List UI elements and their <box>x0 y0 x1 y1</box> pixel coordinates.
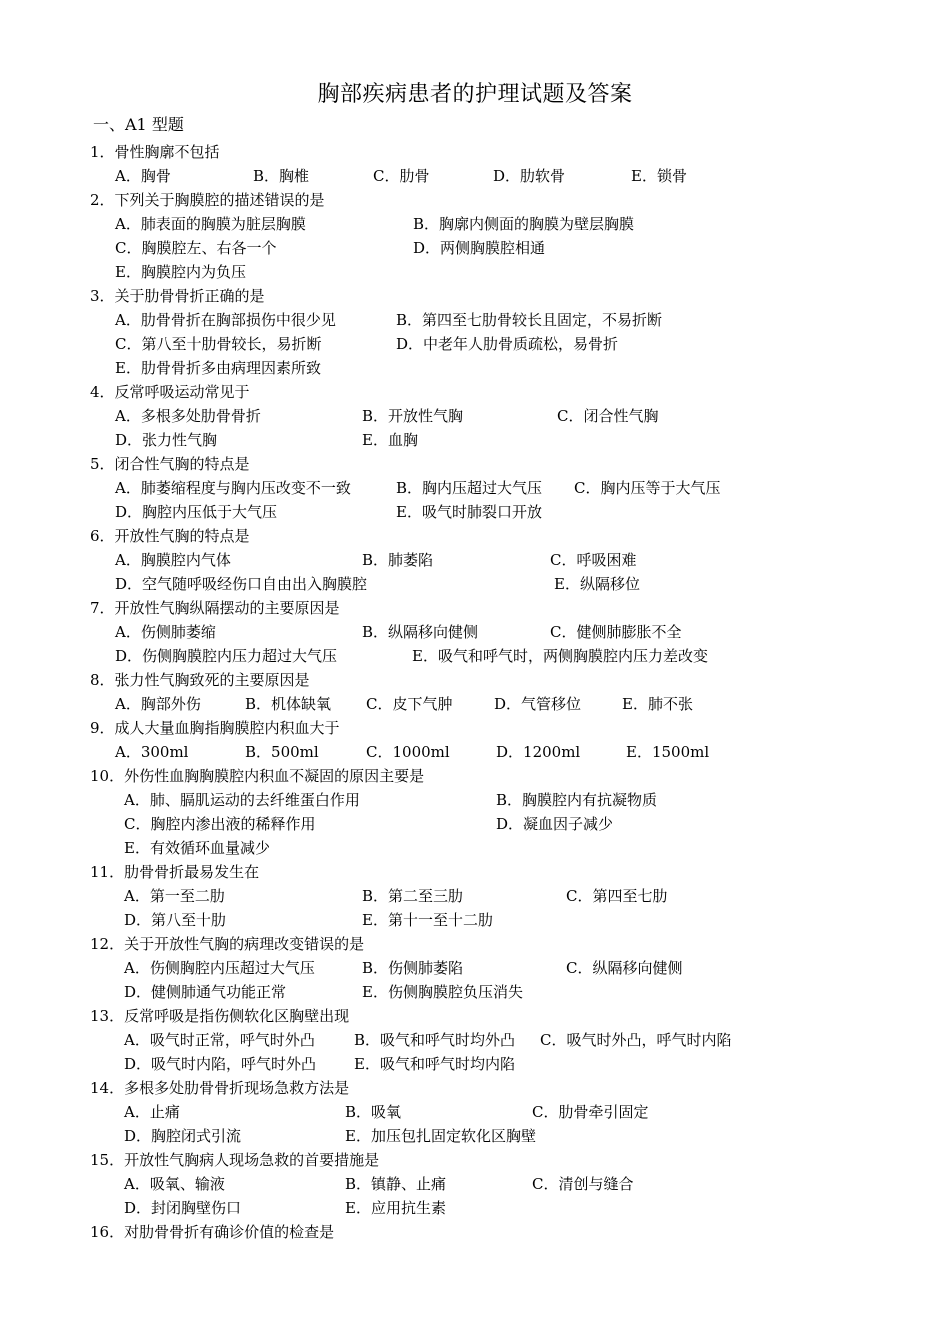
option: C．第四至七肋 <box>566 887 668 905</box>
question-stem: 10．外伤性血胸胸膜腔内积血不凝固的原因主要是 <box>90 767 425 785</box>
question-stem: 6．开放性气胸的特点是 <box>90 527 250 545</box>
option: E．肋骨骨折多由病理因素所致 <box>115 359 321 377</box>
options-row <box>0 476 950 500</box>
question-stem: 15．开放性气胸病人现场急救的首要措施是 <box>90 1151 380 1169</box>
options-row <box>0 788 950 812</box>
option: B．肺萎陷 <box>362 551 434 569</box>
option: A．肋骨骨折在胸部损伤中很少见 <box>115 311 336 329</box>
option: B．第四至七肋骨较长且固定，不易折断 <box>396 311 663 329</box>
question-stem: 12．关于开放性气胸的病理改变错误的是 <box>90 935 365 953</box>
option: C．呼吸困难 <box>550 551 637 569</box>
option: E．伤侧胸膜腔负压消失 <box>362 983 523 1001</box>
options-row <box>0 884 950 908</box>
options-row <box>0 740 950 764</box>
option: B．吸氧 <box>345 1103 402 1121</box>
option: C．吸气时外凸，呼气时内陷 <box>540 1031 732 1049</box>
options-row <box>0 1028 950 1052</box>
option: A．止痛 <box>124 1103 180 1121</box>
option: B．500ml <box>245 743 319 761</box>
page-title: 胸部疾病患者的护理试题及答案 <box>317 82 633 107</box>
option: D．空气随呼吸经伤口自由出入胸膜腔 <box>115 575 368 593</box>
option: D．1200ml <box>496 743 581 761</box>
option: E．锁骨 <box>631 167 687 185</box>
option: C．胸内压等于大气压 <box>574 479 721 497</box>
options-row <box>0 812 950 836</box>
option: A．肺、膈肌运动的去纤维蛋白作用 <box>124 791 360 809</box>
option: C．肋骨 <box>373 167 430 185</box>
option: B．胸廓内侧面的胸膜为壁层胸膜 <box>413 215 635 233</box>
option: D．健侧肺通气功能正常 <box>124 983 287 1001</box>
option: C．第八至十肋骨较长，易折断 <box>115 335 322 353</box>
options-row <box>0 572 950 596</box>
question-stem: 7．开放性气胸纵隔摆动的主要原因是 <box>90 599 340 617</box>
option: E．吸气时肺裂口开放 <box>396 503 542 521</box>
options-row <box>0 308 950 332</box>
options-row <box>0 836 950 860</box>
option: D．两侧胸膜腔相通 <box>413 239 546 257</box>
options-row <box>0 1052 950 1076</box>
option: D．封闭胸壁伤口 <box>124 1199 242 1217</box>
option: C．闭合性气胸 <box>557 407 659 425</box>
option: D．伤侧胸膜腔内压力超过大气压 <box>115 647 338 665</box>
options-row <box>0 1196 950 1220</box>
options-row <box>0 164 950 188</box>
options-row <box>0 404 950 428</box>
options-row <box>0 1124 950 1148</box>
option: E．加压包扎固定软化区胸壁 <box>345 1127 536 1145</box>
option: C．肋骨牵引固定 <box>532 1103 649 1121</box>
options-row <box>0 212 950 236</box>
option: B．第二至三肋 <box>362 887 464 905</box>
options-row <box>0 428 950 452</box>
option: D．第八至十肋 <box>124 911 227 929</box>
option: C．胸膜腔左、右各一个 <box>115 239 277 257</box>
option: D．肋软骨 <box>493 167 566 185</box>
option: C．皮下气肿 <box>366 695 453 713</box>
option: E．1500ml <box>626 743 710 761</box>
question-stem: 4．反常呼吸运动常见于 <box>90 383 250 401</box>
question-stem: 5．闭合性气胸的特点是 <box>90 455 250 473</box>
option: C．胸腔内渗出液的稀释作用 <box>124 815 316 833</box>
question-stem: 13．反常呼吸是指伤侧软化区胸壁出现 <box>90 1007 350 1025</box>
option: A．伤侧胸腔内压超过大气压 <box>124 959 315 977</box>
option: D．胸腔内压低于大气压 <box>115 503 278 521</box>
option: A．第一至二肋 <box>124 887 225 905</box>
option: B．机体缺氧 <box>245 695 332 713</box>
option: B．吸气和呼气时均外凸 <box>354 1031 516 1049</box>
option: B．伤侧肺萎陷 <box>362 959 464 977</box>
option: A．多根多处肋骨骨折 <box>115 407 261 425</box>
option: C．1000ml <box>366 743 450 761</box>
options-row <box>0 692 950 716</box>
options-row <box>0 1172 950 1196</box>
question-stem: 8．张力性气胸致死的主要原因是 <box>90 671 310 689</box>
option: A．吸氧、输液 <box>124 1175 225 1193</box>
option: A．吸气时正常，呼气时外凸 <box>124 1031 315 1049</box>
option: B．开放性气胸 <box>362 407 464 425</box>
question-stem: 14．多根多处肋骨骨折现场急救方法是 <box>90 1079 350 1097</box>
option: A．300ml <box>115 743 189 761</box>
option: E．应用抗生素 <box>345 1199 446 1217</box>
option: E．吸气和呼气时均内陷 <box>354 1055 515 1073</box>
option: E．第十一至十二肋 <box>362 911 493 929</box>
option: D．胸腔闭式引流 <box>124 1127 242 1145</box>
option: C．健侧肺膨胀不全 <box>550 623 682 641</box>
option: E．胸膜腔内为负压 <box>115 263 246 281</box>
options-row <box>0 956 950 980</box>
option: A．胸膜腔内气体 <box>115 551 231 569</box>
option: A．胸部外伤 <box>115 695 201 713</box>
question-stem: 11．肋骨骨折最易发生在 <box>90 863 260 881</box>
question-stem: 2．下列关于胸膜腔的描述错误的是 <box>90 191 325 209</box>
question-stem: 3．关于肋骨骨折正确的是 <box>90 287 265 305</box>
options-row <box>0 332 950 356</box>
options-row <box>0 644 950 668</box>
options-row <box>0 236 950 260</box>
options-row <box>0 500 950 524</box>
options-row <box>0 260 950 284</box>
option: A．伤侧肺萎缩 <box>115 623 216 641</box>
option: B．镇静、止痛 <box>345 1175 447 1193</box>
option: D．张力性气胸 <box>115 431 218 449</box>
options-row <box>0 548 950 572</box>
option: A．胸骨 <box>115 167 171 185</box>
option: C．清创与缝合 <box>532 1175 634 1193</box>
option: E．吸气和呼气时，两侧胸膜腔内压力差改变 <box>412 647 708 665</box>
option: E．血胸 <box>362 431 418 449</box>
option: A．肺表面的胸膜为脏层胸膜 <box>115 215 306 233</box>
options-row <box>0 1100 950 1124</box>
option: E．肺不张 <box>622 695 693 713</box>
option: D．中老年人肋骨质疏松，易骨折 <box>396 335 619 353</box>
section-heading: 一、A1 型题 <box>93 115 184 134</box>
option: B．纵隔移向健侧 <box>362 623 479 641</box>
option: B．胸内压超过大气压 <box>396 479 543 497</box>
option: D．凝血因子减少 <box>496 815 614 833</box>
question-stem: 9．成人大量血胸指胸膜腔内积血大于 <box>90 719 340 737</box>
option: E．纵隔移位 <box>554 575 640 593</box>
option: B．胸膜腔内有抗凝物质 <box>496 791 658 809</box>
option: C．纵隔移向健侧 <box>566 959 683 977</box>
options-row <box>0 356 950 380</box>
option: A．肺萎缩程度与胸内压改变不一致 <box>115 479 351 497</box>
option: D．吸气时内陷，呼气时外凸 <box>124 1055 317 1073</box>
option: E．有效循环血量减少 <box>124 839 270 857</box>
question-stem: 16．对肋骨骨折有确诊价值的检查是 <box>90 1223 335 1241</box>
options-row <box>0 908 950 932</box>
options-row <box>0 620 950 644</box>
option: D．气管移位 <box>494 695 582 713</box>
options-row <box>0 980 950 1004</box>
option: B．胸椎 <box>253 167 310 185</box>
question-stem: 1．骨性胸廓不包括 <box>90 143 220 161</box>
